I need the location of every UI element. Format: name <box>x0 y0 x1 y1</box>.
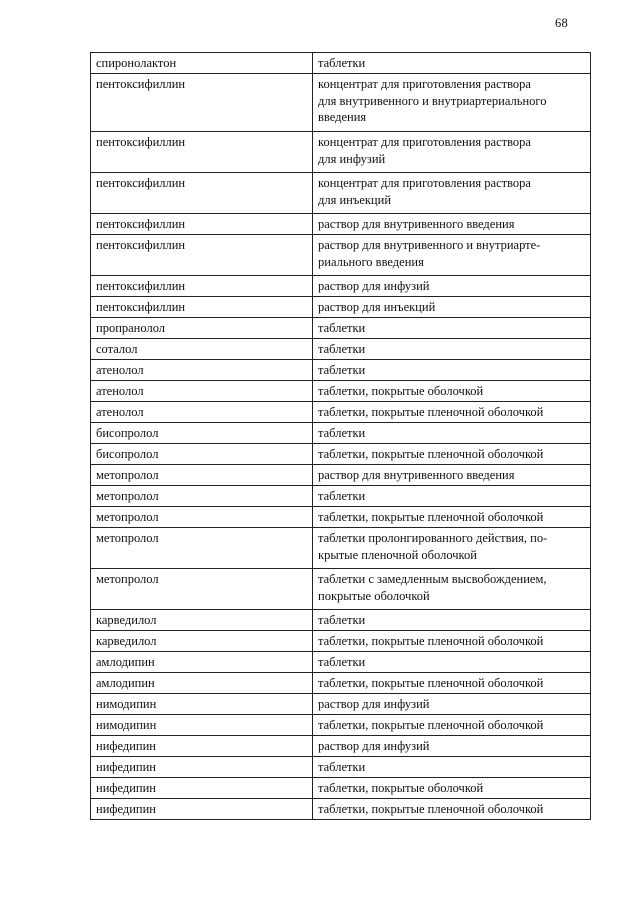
table-row <box>91 214 591 235</box>
table-row <box>91 74 591 132</box>
table-row <box>91 423 591 444</box>
dosage-form-cell: концентрат для приготовления раствора для инфузий <box>313 132 591 173</box>
drug-name-cell: амлодипин <box>91 673 313 694</box>
table-row <box>91 694 591 715</box>
dosage-form-cell: таблетки <box>313 360 591 381</box>
drug-name-cell: пентоксифиллин <box>91 74 313 132</box>
dosage-form-cell: раствор для инфузий <box>313 276 591 297</box>
dosage-form-cell: таблетки, покрытые пленочной оболочкой <box>313 715 591 736</box>
drug-name-cell: атенолол <box>91 381 313 402</box>
drug-name-cell: амлодипин <box>91 652 313 673</box>
table-row <box>91 53 591 74</box>
table-row <box>91 360 591 381</box>
dosage-form-cell: таблетки, покрытые пленочной оболочкой <box>313 444 591 465</box>
drug-name-cell: нифедипин <box>91 736 313 757</box>
dosage-form-cell: раствор для инъекций <box>313 297 591 318</box>
page-number: 68 <box>555 16 568 30</box>
table-row <box>91 799 591 820</box>
drug-name-cell: нифедипин <box>91 778 313 799</box>
dosage-form-cell: концентрат для приготовления раствора для внутривенного и внутриартериального введения <box>313 74 591 132</box>
table-row <box>91 339 591 360</box>
dosage-form-cell: таблетки, покрытые оболочкой <box>313 778 591 799</box>
drug-name-cell: нимодипин <box>91 694 313 715</box>
drug-name-cell: нифедипин <box>91 757 313 778</box>
table-row <box>91 673 591 694</box>
dosage-form-cell: таблетки <box>313 486 591 507</box>
drug-name-cell: карведилол <box>91 631 313 652</box>
table-row <box>91 276 591 297</box>
table-row <box>91 507 591 528</box>
dosage-form-cell: таблетки <box>313 757 591 778</box>
dosage-form-cell: таблетки, покрытые пленочной оболочкой <box>313 799 591 820</box>
table-row <box>91 486 591 507</box>
drug-name-cell: пропранолол <box>91 318 313 339</box>
dosage-form-cell: таблетки, покрытые оболочкой <box>313 381 591 402</box>
dosage-form-cell: таблетки <box>313 339 591 360</box>
dosage-form-cell: таблетки <box>313 423 591 444</box>
table-row <box>91 778 591 799</box>
dosage-form-cell: таблетки <box>313 652 591 673</box>
dosage-form-cell: таблетки, покрытые пленочной оболочкой <box>313 673 591 694</box>
drug-name-cell: пентоксифиллин <box>91 297 313 318</box>
table-row <box>91 528 591 569</box>
table-row <box>91 715 591 736</box>
table-row <box>91 173 591 214</box>
dosage-form-cell: раствор для инфузий <box>313 736 591 757</box>
table-row <box>91 736 591 757</box>
table-row <box>91 631 591 652</box>
drug-name-cell: пентоксифиллин <box>91 173 313 214</box>
dosage-form-cell: раствор для внутривенного введения <box>313 214 591 235</box>
drug-name-cell: пентоксифиллин <box>91 132 313 173</box>
drug-name-cell: метопролол <box>91 486 313 507</box>
table-row <box>91 402 591 423</box>
drug-table-body <box>91 53 591 820</box>
drug-name-cell: метопролол <box>91 465 313 486</box>
table-row <box>91 465 591 486</box>
drug-name-cell: соталол <box>91 339 313 360</box>
table-row <box>91 444 591 465</box>
dosage-form-cell: таблетки, покрытые пленочной оболочкой <box>313 631 591 652</box>
drug-name-cell: атенолол <box>91 360 313 381</box>
dosage-form-cell: раствор для внутривенного введения <box>313 465 591 486</box>
drug-name-cell: метопролол <box>91 528 313 569</box>
drug-name-cell: спиронолактон <box>91 53 313 74</box>
drug-name-cell: нифедипин <box>91 799 313 820</box>
dosage-form-cell: раствор для инфузий <box>313 694 591 715</box>
dosage-form-cell: таблетки, покрытые пленочной оболочкой <box>313 507 591 528</box>
dosage-form-cell: таблетки <box>313 53 591 74</box>
drug-name-cell: пентоксифиллин <box>91 235 313 276</box>
table-row <box>91 132 591 173</box>
drug-name-cell: метопролол <box>91 569 313 610</box>
table-row <box>91 318 591 339</box>
table-row <box>91 235 591 276</box>
drug-name-cell: нимодипин <box>91 715 313 736</box>
drug-name-cell: бисопролол <box>91 423 313 444</box>
drug-name-cell: пентоксифиллин <box>91 276 313 297</box>
drug-name-cell: метопролол <box>91 507 313 528</box>
table-row <box>91 757 591 778</box>
dosage-form-cell: раствор для внутривенного и внутриарте- риального введения <box>313 235 591 276</box>
table-row <box>91 569 591 610</box>
drug-table <box>90 52 591 820</box>
drug-name-cell: бисопролол <box>91 444 313 465</box>
dosage-form-cell: таблетки <box>313 318 591 339</box>
table-row <box>91 297 591 318</box>
drug-name-cell: пентоксифиллин <box>91 214 313 235</box>
drug-name-cell: атенолол <box>91 402 313 423</box>
table-row <box>91 652 591 673</box>
drug-name-cell: карведилол <box>91 610 313 631</box>
table-row <box>91 381 591 402</box>
dosage-form-cell: таблетки с замедленным высвобождением, покрытые оболочкой <box>313 569 591 610</box>
dosage-form-cell: таблетки пролонгированного действия, по- крытые пленочной оболочкой <box>313 528 591 569</box>
dosage-form-cell: таблетки, покрытые пленочной оболочкой <box>313 402 591 423</box>
dosage-form-cell: таблетки <box>313 610 591 631</box>
table-row <box>91 610 591 631</box>
dosage-form-cell: концентрат для приготовления раствора для инъекций <box>313 173 591 214</box>
